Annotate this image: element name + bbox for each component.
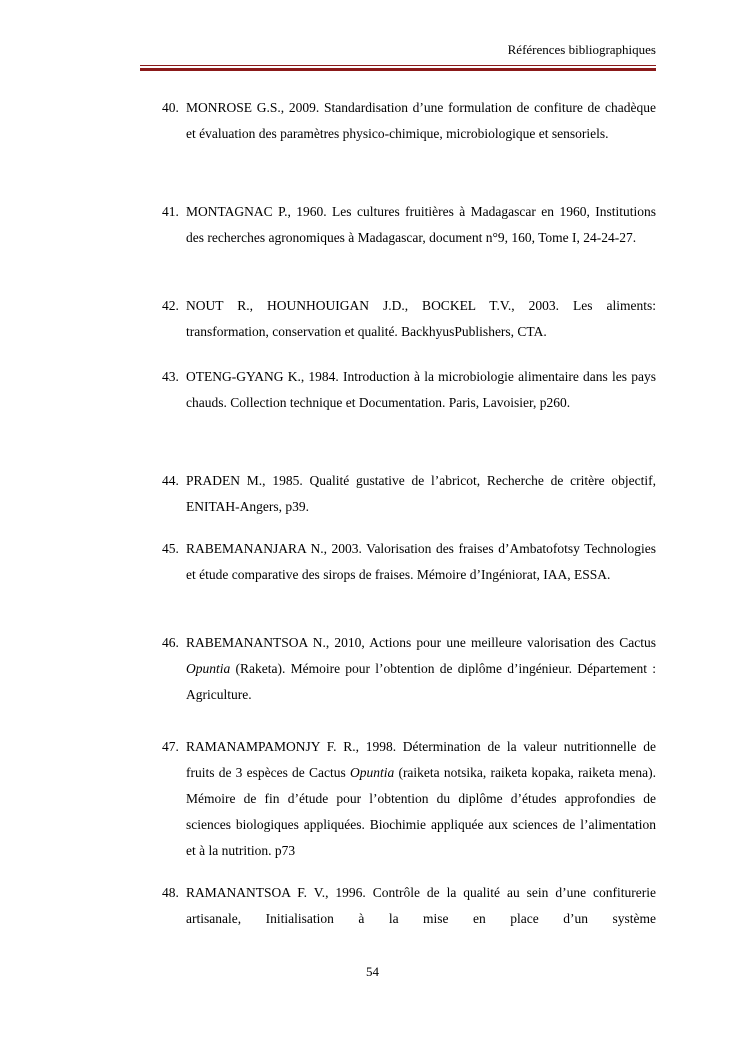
reference-text: NOUT R., HOUNHOUIGAN J.D., BOCKEL T.V., 2003. Les aliments: transformation, conservation et qualité. BackhyusPublishers, CTA. [186,298,656,339]
reference-number: 45. [162,541,179,556]
page-number: 54 [366,964,379,979]
reference-item-47 [162,734,656,864]
reference-number: 41. [162,204,179,219]
reference-text: RAMANANTSOA F. V., 1996. Contrôle de la qualité au sein d’une confiturerie artisanale, Initialisation à la mise en place d’un système [186,885,656,926]
reference-number: 44. [162,473,179,488]
reference-number: 46. [162,635,179,650]
reference-number: 47. [162,739,179,754]
running-header-title: Références bibliographiques [507,42,656,57]
reference-number: 42. [162,298,179,313]
reference-text: MONROSE G.S., 2009. Standardisation d’une formulation de confiture de chadèque et évaluation des paramètres physico-chimique, microbiologique et sensoriels. [186,100,656,141]
reference-text: RABEMANANTSOA N., 2010, Actions pour une meilleure valorisation des Cactus Opuntia (Raketa). Mémoire pour l’obtention de diplôme d’ingénieur. Département : Agriculture. [186,635,656,702]
reference-number: 48. [162,885,179,900]
reference-text: PRADEN M., 1985. Qualité gustative de l’abricot, Recherche de critère objectif, ENITAH-Angers, p39. [186,473,656,514]
reference-item-48 [162,880,656,932]
reference-text: RAMANAMPAMONJY F. R., 1998. Détermination de la valeur nutritionnelle de fruits de 3 espèces de Cactus Opuntia (raiketa notsika, raiketa kopaka, raiketa mena). Mémoire de fin d’étude pour l’obtention du diplôme d’études approfondies de sciences biologiques appliquées. Biochimie appliquée aux sciences de l’alimentation et à la nutrition. p73 [186,739,656,858]
reference-text: RABEMANANJARA N., 2003. Valorisation des fraises d’Ambatofotsy Technologies et étude comparative des sirops de fraises. Mémoire d’Ingéniorat, IAA, ESSA. [186,541,656,582]
reference-text: MONTAGNAC P., 1960. Les cultures fruitières à Madagascar en 1960, Institutions des recherches agronomiques à Madagascar, document n°9, 160, Tome I, 24-24-27. [186,204,656,245]
reference-item-42 [162,293,656,345]
reference-text: OTENG-GYANG K., 1984. Introduction à la microbiologie alimentaire dans les pays chauds. Collection technique et Documentation. Paris, Lavoisier, p260. [186,369,656,410]
reference-number: 43. [162,369,179,384]
reference-item-46 [162,630,656,708]
reference-item-44 [162,468,656,520]
header-rule-thin [140,65,656,66]
header-rule-thick [140,68,656,71]
reference-item-41 [162,199,656,251]
reference-item-40 [162,95,656,147]
reference-number: 40. [162,100,179,115]
reference-item-43 [162,364,656,416]
reference-item-45 [162,536,656,588]
